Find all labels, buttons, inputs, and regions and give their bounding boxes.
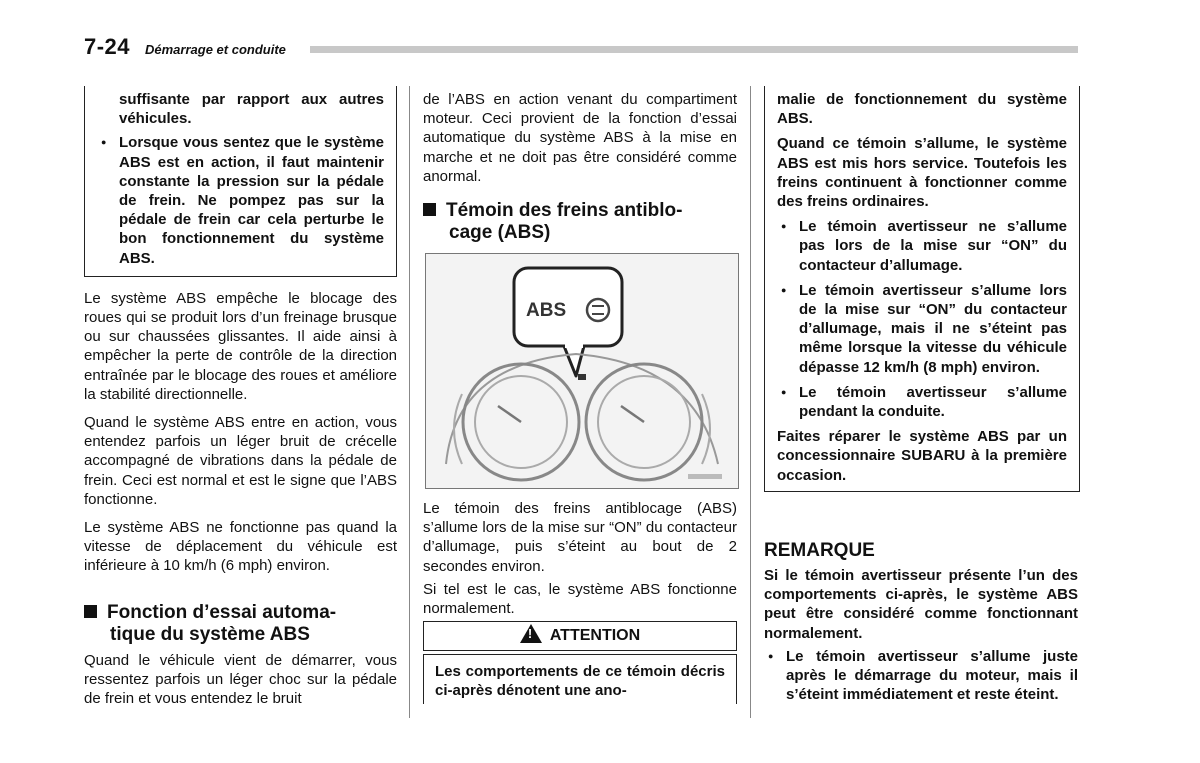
- instrument-cluster-icon: [426, 254, 738, 488]
- heading-line: tique du système ABS: [110, 624, 310, 645]
- warning-bullet-list: [97, 133, 384, 267]
- attention-text: Faites réparer le système ABS par un concessionnaire SUBARU à la première occasion.: [777, 428, 1067, 484]
- warning-box-continued: [84, 86, 397, 277]
- column-1: [84, 86, 397, 576]
- paragraph: Le témoin des freins antiblocage (ABS) s’allume lors de la mise sur “ON” du contacteur d’allumage, puis s’éteint au bout de 2 secondes environ.: [423, 500, 737, 575]
- paragraph: Quand le véhicule vient de démarrer, vous ressentez parfois un léger choc sur la pédale de frein et vous entendez le bruit: [84, 652, 397, 708]
- heading-square-icon: [423, 203, 436, 216]
- attention-text: Les comportements de ce témoin décris ci-après dénotent une ano-: [435, 663, 725, 699]
- heading-line: Fonction d’essai automa-: [107, 602, 337, 623]
- paragraph: de l’ABS en action venant du compartiment moteur. Ceci provient de la fonction d’essai automatique du système ABS à la mise en marche et ne doit pas être considéré comme anormal.: [423, 91, 737, 185]
- remarque-heading: REMARQUE: [764, 540, 875, 561]
- paragraph: Si tel est le cas, le système ABS fonctionne normalement.: [423, 580, 737, 618]
- attention-bullet: ● Le témoin avertisseur s’allume pendant la conduite.: [777, 383, 1067, 421]
- attention-text: Quand ce témoin s’allume, le système ABS est mis hors service. Toutefois les freins continuent à fonctionner comme des freins ordinaires.: [777, 135, 1067, 211]
- section-title: Démarrage et conduite: [145, 42, 286, 57]
- page-number: 7-24: [84, 34, 131, 59]
- paragraph: Le système ABS empêche le blocage des roues qui se produit lors d’un freinage brusque ou sur chaussées glissantes. Il aide ainsi à empêcher la perte de contrôle de la direction entraînée par le blocage des roues et améliore la stabilité directionnelle.: [84, 289, 397, 403]
- paragraph: Quand le système ABS entre en action, vous entendez parfois un léger bruit de crécelle accompagné de vibrations dans la pédale de frein. Ceci est normal et est le signe que l’ABS fonctionne.: [84, 414, 397, 508]
- dashboard-illustration: [425, 253, 739, 489]
- attention-bullet-list: [777, 217, 1067, 421]
- warning-triangle-icon: [520, 624, 542, 643]
- remarque-bullet: ● Le témoin avertisseur s’allume juste après le démarrage du moteur, mais il s’éteint immédiatement et reste éteint.: [764, 647, 1078, 705]
- svg-text:ABS: ABS: [526, 300, 567, 321]
- remarque-text: Si le témoin avertisseur présente l’un des comportements ci-après, le système ABS peut être considéré comme fonctionnant normalement.: [764, 567, 1078, 642]
- attention-text: malie de fonctionnement du système ABS.: [777, 91, 1067, 128]
- attention-bullet: ● Le témoin avertisseur ne s’allume pas lors de la mise sur “ON” du contacteur d’allumage.: [777, 217, 1067, 275]
- attention-box-continued: [764, 86, 1080, 492]
- header-rule: [310, 46, 1078, 53]
- remarque-bullet-list: [764, 647, 1078, 705]
- column-divider: [409, 86, 410, 718]
- heading-square-icon: [84, 605, 97, 618]
- column-2: [423, 90, 737, 186]
- warning-bullet: ● Lorsque vous sentez que le système ABS est en action, il faut maintenir constante la pression sur la pédale de frein. Ne pompez pas sur la pédale de frein car cela perturbe le bon fonctionnement du système ABS.: [97, 133, 384, 267]
- heading-auto-test: [84, 602, 404, 646]
- attention-label: ATTENTION: [549, 627, 641, 644]
- warning-text: suffisante par rapport aux autres véhicules.: [119, 91, 384, 128]
- column-divider: [750, 86, 751, 718]
- attention-banner: [423, 621, 737, 651]
- remarque-body: [764, 566, 1078, 704]
- attention-box: [423, 654, 737, 704]
- attention-bullet: ● Le témoin avertisseur s’allume lors de la mise sur “ON” du contacteur d’allumage, mais il ne s’éteint pas même lorsque la vitesse du véhicule dépasse 12 km/h (8 mph) environ.: [777, 281, 1067, 377]
- column-2-mid: [423, 499, 737, 618]
- paragraph: Le système ABS ne fonctionne pas quand la vitesse de déplacement du véhicule est inférieure à 10 km/h (6 mph) environ.: [84, 519, 397, 575]
- heading-line: cage (ABS): [449, 222, 551, 243]
- column-1-end: [84, 651, 397, 709]
- heading-abs-lamp: [423, 200, 743, 244]
- heading-line: Témoin des freins antiblo-: [446, 200, 683, 221]
